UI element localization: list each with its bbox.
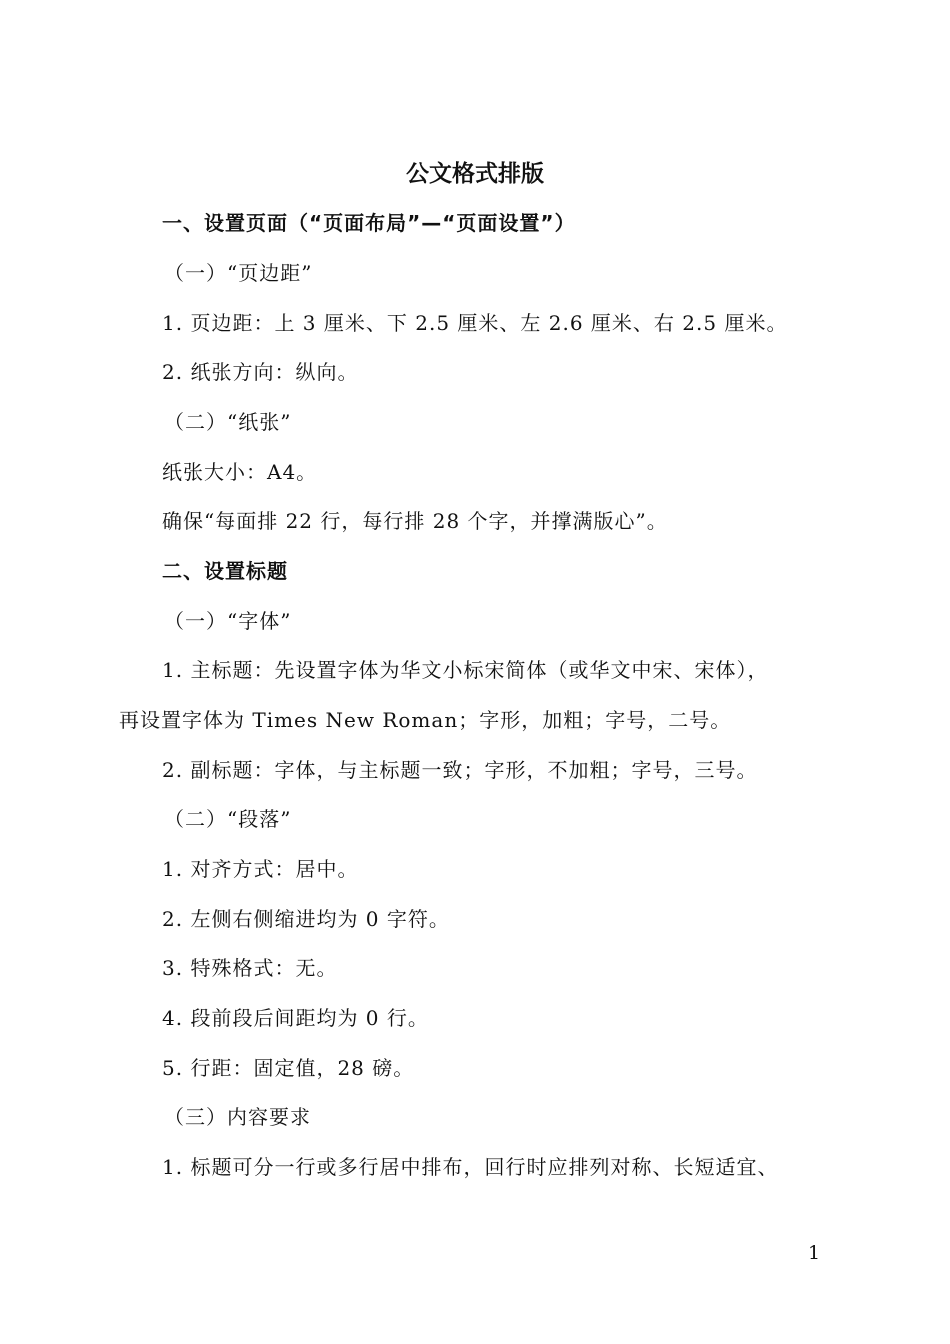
list-item: 1. 页边距：上 3 厘米、下 2.5 厘米、左 2.6 厘米、右 2.5 厘米。 [162,311,788,335]
subsection-heading: （二）“纸张” [164,410,292,434]
list-item: 1. 主标题：先设置字体为华文小标宋简体（或华文中宋、宋体）， [162,658,769,682]
list-item: 1. 对齐方式：居中。 [162,857,359,881]
subsection-heading: （二）“段落” [164,807,292,831]
list-item: 3. 特殊格式：无。 [162,956,338,980]
list-item: 4. 段前段后间距均为 0 行。 [162,1006,429,1030]
section-heading-2: 二、设置标题 [162,559,288,583]
document-title: 公文格式排版 [406,161,544,187]
list-item: 2. 纸张方向：纵向。 [162,360,359,384]
paragraph: 纸张大小：A4。 [162,460,318,484]
list-item: 1. 标题可分一行或多行居中排布，回行时应排列对称、长短适宜、 [162,1155,779,1179]
subsection-heading: （一）“字体” [164,609,292,633]
paragraph: 确保“每面排 22 行，每行排 28 个字，并撑满版心”。 [162,509,668,533]
list-item: 2. 副标题：字体，与主标题一致；字形，不加粗；字号，三号。 [162,758,758,782]
subsection-heading: （三）内容要求 [164,1105,311,1129]
list-item-continuation: 再设置字体为 Times New Roman；字形，加粗；字号，二号。 [119,708,732,732]
list-item: 5. 行距：固定值，28 磅。 [162,1056,415,1080]
page-number: 1 [808,1242,821,1264]
section-heading-1: 一、设置页面（“页面布局”—“页面设置”） [162,211,576,235]
list-item: 2. 左侧右侧缩进均为 0 字符。 [162,907,450,931]
subsection-heading: （一）“页边距” [164,261,313,285]
